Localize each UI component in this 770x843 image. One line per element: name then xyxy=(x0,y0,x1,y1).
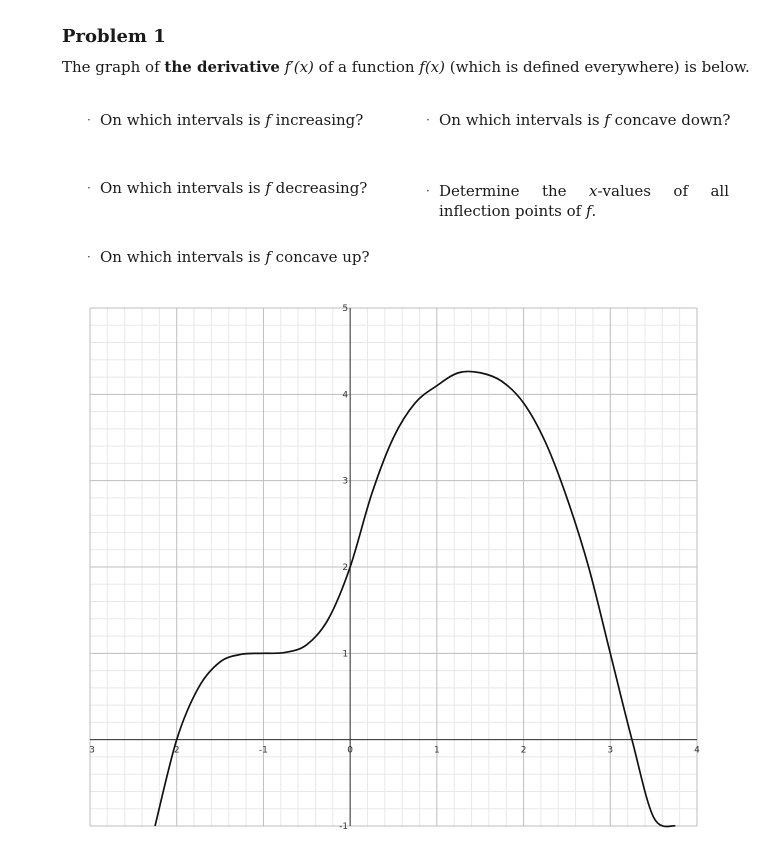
question-text-end: decreasing? xyxy=(270,179,368,197)
intro-bold: the derivative xyxy=(164,58,280,76)
intro-post: (which is defined everywhere) is below. xyxy=(445,58,750,76)
question-text-mid: -values of all inflection points of xyxy=(439,182,729,220)
problem-title: Problem 1 xyxy=(62,26,166,47)
question-text: On which intervals is xyxy=(439,111,605,129)
x-tick-label: -1 xyxy=(258,745,268,756)
question-inflection xyxy=(426,181,729,221)
bullet-dot: · xyxy=(426,184,430,198)
bullet-dot: · xyxy=(426,113,430,127)
question-increasing xyxy=(87,110,364,130)
y-tick-label: 3 xyxy=(342,476,349,487)
question-text: On which intervals is xyxy=(100,248,266,266)
x-tick-label: 3 xyxy=(607,745,614,756)
question-text: On which intervals is xyxy=(100,111,266,129)
question-text-end: concave up? xyxy=(270,248,370,266)
x-tick-label: 4 xyxy=(694,745,700,756)
derivative-graph xyxy=(0,295,770,835)
intro-fprime: f′(x) xyxy=(284,58,314,76)
question-var: f xyxy=(265,248,271,266)
y-tick-label: 4 xyxy=(342,390,349,401)
intro-pre: The graph of xyxy=(62,58,165,76)
x-tick-label: 2 xyxy=(173,745,180,756)
x-tick-label: 1 xyxy=(433,745,440,756)
bullet-dot: · xyxy=(87,113,91,127)
y-tick-label: 1 xyxy=(342,649,349,660)
question-text: Determine the xyxy=(439,182,589,200)
question-var: x xyxy=(589,182,598,200)
question-text-end: increasing? xyxy=(270,111,364,129)
intro-mid: of a function xyxy=(313,58,420,76)
problem-intro xyxy=(62,58,750,76)
x-tick-label: 2 xyxy=(520,745,527,756)
bullet-dot: · xyxy=(87,250,91,264)
x-tick-label: 3 xyxy=(89,745,95,756)
y-tick-label: 5 xyxy=(342,304,349,314)
question-var: f xyxy=(265,179,271,197)
question-text: On which intervals is xyxy=(100,179,266,197)
question-text-end: . xyxy=(591,202,597,220)
question-decreasing xyxy=(87,178,368,198)
question-var: f xyxy=(604,111,610,129)
y-tick-label: -1 xyxy=(339,822,349,832)
intro-f: f(x) xyxy=(419,58,445,76)
question-var: f xyxy=(265,111,271,129)
derivative-curve xyxy=(155,371,675,826)
question-concave-up xyxy=(87,247,370,267)
question-concave-down xyxy=(426,110,731,130)
major-grid xyxy=(90,308,697,826)
question-text-end: concave down? xyxy=(609,111,731,129)
curve-layer xyxy=(155,371,675,826)
x-tick-label: 0 xyxy=(347,745,354,756)
tick-labels xyxy=(89,304,700,832)
bullet-dot: · xyxy=(87,181,91,195)
question-var-2: f xyxy=(585,202,592,220)
y-tick-label: 2 xyxy=(342,563,349,573)
